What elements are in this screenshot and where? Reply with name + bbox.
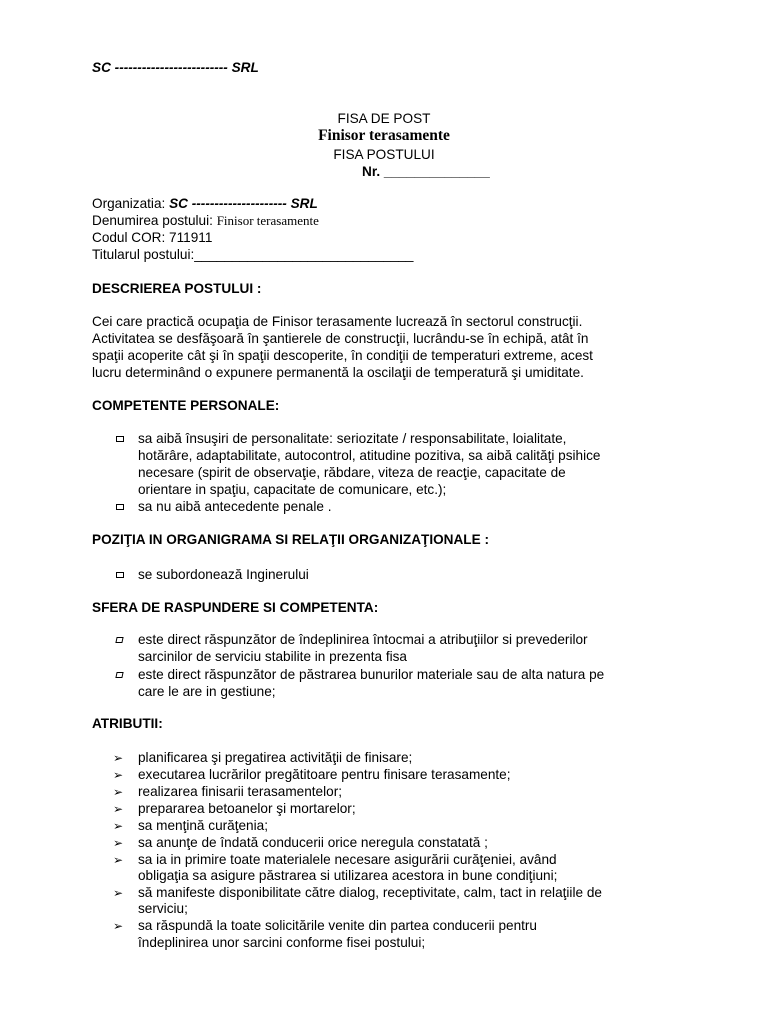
pozitia-line: se subordonează Inginerului	[138, 567, 309, 582]
atributii-line: serviciu;	[138, 901, 188, 916]
atributii-line: realizarea finisarii terasamentelor;	[138, 784, 342, 799]
atributii-line: sa anunţe de îndată conducerii orice neregula constatată ;	[138, 835, 488, 850]
sfera-line: sarcinilor de serviciu stabilite in prezenta fisa	[138, 649, 407, 664]
arrow-bullet-icon: ➢	[113, 919, 124, 933]
square-bullet-icon	[116, 436, 124, 442]
atributii-line: sa răspundă la toate solicitările venite din partea conducerii pentru	[138, 918, 537, 933]
doc-title: FISA DE POST	[337, 111, 431, 126]
arrow-bullet-icon: ➢	[113, 853, 124, 867]
square-bullet-icon	[115, 672, 123, 678]
arrow-bullet-icon: ➢	[113, 836, 124, 850]
sfera-heading: SFERA DE RASPUNDERE SI COMPETENTA:	[92, 600, 379, 615]
descriere-line: Activitatea se desfăşoară în şantierele de construcţii, lucrându-se în echipă, atât în	[92, 331, 589, 346]
competente-line: sa nu aibă antecedente penale .	[138, 499, 332, 514]
square-bullet-icon	[116, 572, 124, 578]
atributii-line: prepararea betoanelor şi mortarelor;	[138, 801, 356, 816]
cor-code: Codul COR: 711911	[92, 230, 213, 245]
descriere-line: lucru determinând o expunere permanentă la oscilaţii de temperatură şi umiditate.	[92, 365, 584, 380]
doc-subtitle: FISA POSTULUI	[333, 147, 435, 162]
descriere-line: spaţii acoperite cât şi în spaţii descoperite, în condiţii de temperaturi extreme, acest	[92, 348, 593, 363]
sfera-line: este direct răspunzător de îndeplinirea întocmai a atribuţiilor si prevederilor	[138, 632, 588, 647]
atributii-line: sa ia in primire toate materialele necesare asigurării curăţeniei, având	[138, 852, 557, 867]
square-bullet-icon	[116, 504, 124, 510]
arrow-bullet-icon: ➢	[113, 886, 124, 900]
descriere-line: Cei care practică ocupaţia de Finisor terasamente lucrează în sectorul construcţii.	[92, 314, 583, 329]
atributii-line: executarea lucrărilor pregătitoare pentru finisare terasamente;	[138, 767, 511, 782]
arrow-bullet-icon: ➢	[113, 802, 124, 816]
sfera-line: este direct răspunzător de păstrarea bunurilor materiale sau de alta natura pe	[138, 667, 605, 682]
pozitia-heading: POZIŢIA IN ORGANIGRAMA SI RELAŢII ORGANIZAŢIONALE :	[92, 532, 489, 547]
competente-line: sa aibă însuşiri de personalitate: seriozitate / responsabilitate, loialitate,	[138, 431, 567, 446]
atributii-heading: ATRIBUTII:	[92, 716, 163, 731]
atributii-line: obligaţia sa asigure păstrarea si utilizarea acestora in bune condiţiuni;	[138, 868, 558, 883]
atributii-line: îndeplinirea unor sarcini conforme fisei postului;	[138, 935, 426, 950]
post-value: Finisor terasamente	[216, 213, 319, 228]
arrow-bullet-icon: ➢	[113, 751, 124, 765]
competente-heading: COMPETENTE PERSONALE:	[92, 398, 280, 413]
square-bullet-icon	[115, 637, 123, 643]
competente-line: orientare in spaţiu, capacitate de comunicare, etc.);	[138, 482, 447, 497]
org-line	[92, 196, 318, 212]
post-label: Denumirea postului:	[92, 213, 217, 228]
atributii-line: să manifeste disponibilitate către dialog, receptivitate, calm, tact in relaţiile de	[138, 885, 602, 900]
titular-line: Titularul postului:_____________________________	[92, 247, 414, 262]
sfera-line: care le are in gestiune;	[138, 684, 276, 699]
company-header: SC ------------------------- SRL	[92, 60, 259, 75]
arrow-bullet-icon: ➢	[113, 768, 124, 782]
post-line	[92, 213, 319, 229]
atributii-line: planificarea şi pregatirea activităţii de finisare;	[138, 750, 413, 765]
doc-number: Nr. ______________	[362, 164, 490, 179]
competente-line: necesare (spirit de observaţie, răbdare, viteza de reacţie, capacitate de	[138, 465, 566, 480]
competente-line: hotărâre, adaptabilitate, autocontrol, atitudine pozitiva, sa aibă calităţi psihice	[138, 448, 601, 463]
atributii-line: sa menţină curăţenia;	[138, 818, 268, 833]
org-label: Organizatia:	[92, 196, 170, 211]
arrow-bullet-icon: ➢	[113, 785, 124, 799]
descriere-heading: DESCRIEREA POSTULUI :	[92, 281, 262, 296]
job-title: Finisor terasamente	[318, 127, 450, 144]
arrow-bullet-icon: ➢	[113, 819, 124, 833]
org-value: SC --------------------- SRL	[169, 196, 318, 211]
